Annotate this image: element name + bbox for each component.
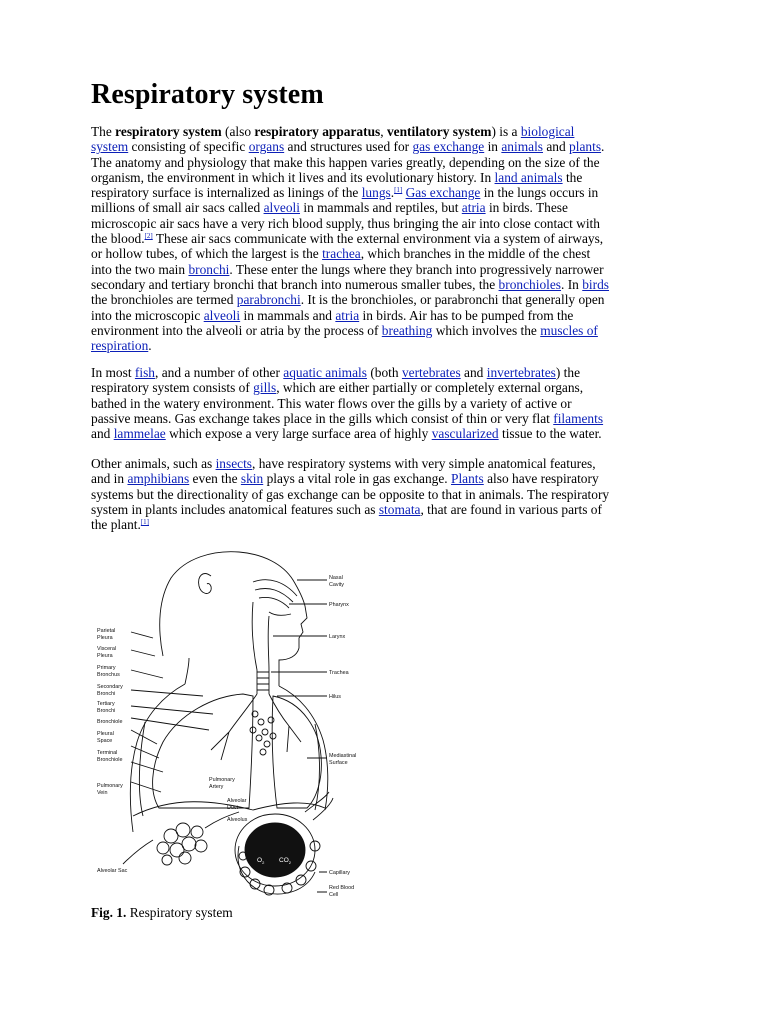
link-vascularized[interactable]: vascularized [431, 426, 499, 442]
link-gas-exchange[interactable]: Gas exchange [405, 185, 481, 201]
link-lammelae[interactable]: lammelae [113, 426, 166, 442]
text: into the microscopic [91, 307, 204, 323]
text: In most [91, 365, 135, 380]
text: , have respiratory systems with very simple anatomical features, [252, 456, 596, 471]
text: secondary and tertiary bronchi that branch into numerous smaller tubes, the [91, 276, 499, 292]
text-line [91, 338, 681, 353]
label-alveolar: Alveolar [227, 798, 247, 804]
text: in birds. Air has to be pumped from the [359, 307, 574, 323]
text-line [91, 456, 681, 471]
link-plants[interactable]: plants [569, 139, 602, 155]
page-title: Respiratory system [91, 79, 324, 110]
link-lungs[interactable]: lungs [361, 185, 391, 201]
text: tissue to the water. [498, 426, 602, 442]
text: The [91, 124, 116, 139]
label-cell: Cell [329, 892, 339, 898]
text: and [91, 426, 114, 442]
text-line [91, 292, 681, 307]
link-atria[interactable]: atria [461, 200, 486, 216]
text-line: microscopic air sacs have a very rich blood supply, thus bringing the air into close contact with [91, 215, 600, 231]
label-capillary: Capillary [329, 870, 350, 876]
link-animals[interactable]: animals [501, 139, 544, 155]
text-line: bathed in the watery environment. This water flows over the gills by a variety of active or [91, 395, 572, 411]
label-vein: Vein [97, 790, 108, 796]
link-gas-exchange[interactable]: gas exchange [412, 139, 485, 155]
label-terminal: Terminal [97, 750, 118, 756]
text: , which branches in the middle of the chest [360, 246, 591, 262]
text: , that are found in various parts of [420, 501, 602, 517]
label-alveolus: Alveolus [227, 817, 248, 823]
label-bronchus: Bronchus [97, 672, 120, 678]
link-parabronchi[interactable]: parabronchi [236, 292, 301, 308]
text: plays a vital role in gas exchange. [263, 471, 451, 487]
text-line [91, 139, 681, 154]
link-biological-system[interactable]: biological [520, 124, 575, 139]
text: and in [91, 471, 128, 487]
text: system in plants includes anatomical features such as [91, 501, 379, 517]
label-hilus: Hilus [329, 694, 341, 700]
link-invertebrates[interactable]: invertebrates [486, 365, 556, 380]
text: Other animals, such as [91, 456, 216, 471]
link-breathing[interactable]: breathing [381, 322, 433, 338]
link-organs[interactable]: organs [248, 139, 285, 155]
label-larynx: Larynx [329, 634, 346, 640]
label-mediastinal: Mediastinal [329, 753, 357, 759]
text: . These enter the lungs where they branch into progressively narrower [229, 261, 604, 277]
citation-ref[interactable]: [2] [144, 232, 153, 241]
link-fish[interactable]: fish [134, 365, 155, 380]
head-outline [160, 552, 307, 686]
link-gills[interactable]: gills [253, 380, 277, 396]
text: organism, the environment in which it lives and its evolutionary history. In [91, 169, 495, 185]
text: ) the [555, 365, 581, 380]
link-amphibians[interactable]: amphibians [127, 471, 190, 487]
text-line [91, 517, 681, 532]
text-line [91, 380, 681, 395]
text-line [91, 411, 681, 426]
text-line [91, 185, 681, 200]
text-line [91, 262, 681, 277]
text: the [562, 169, 583, 185]
left-lung [153, 694, 253, 808]
text: (both [366, 365, 402, 380]
label-artery: Artery [209, 784, 224, 790]
alveolus-closeup [235, 792, 333, 895]
text: or hollow tubes, of which the largest is the [91, 246, 323, 262]
neck-outline [185, 658, 189, 684]
text-line [91, 323, 681, 338]
text: ) is a [491, 124, 521, 139]
link-alveoli[interactable]: alveoli [203, 307, 241, 323]
text: and [460, 365, 487, 380]
link-bronchioles[interactable]: bronchioles [498, 276, 562, 292]
respiratory-diagram [93, 546, 375, 902]
text: in birds. These [485, 200, 568, 216]
text: the bronchioles are termed [91, 292, 237, 308]
text-line [91, 365, 681, 380]
alveolar-sac-cluster [157, 823, 207, 865]
link-muscles-of-respiration[interactable]: respiration [91, 338, 149, 354]
ear [199, 574, 212, 594]
label-duct: Duct [227, 805, 239, 811]
label-alveolar-sac: Alveolar Sac [97, 868, 128, 874]
text-line [91, 246, 681, 261]
text: . [601, 139, 605, 155]
label-pleura-2: Pleura [97, 653, 113, 659]
text-line [91, 426, 681, 441]
label-bronchiole: Bronchiole [97, 719, 123, 725]
citation-ref[interactable]: [1] [394, 186, 403, 195]
label-trachea: Trachea [329, 670, 349, 676]
label-o2: $O_2$ [257, 857, 265, 865]
paragraph-aquatic [91, 365, 681, 441]
label-pleura: Pleura [97, 635, 113, 641]
text: in the lungs occurs in [480, 185, 599, 201]
link-alveoli[interactable]: alveoli [263, 200, 301, 216]
text-line: systems but the directionality of gas exchange can be opposite to that in animals. The respiratory [91, 486, 610, 502]
link-plants[interactable]: Plants [451, 471, 484, 487]
text: . [390, 185, 395, 201]
bold-term: respiratory system [115, 124, 222, 139]
text: environment into the alveoli or atria by the process of [91, 322, 382, 338]
text: in mammals and [240, 307, 336, 323]
link-birds[interactable]: birds [582, 276, 610, 292]
link-land-animals[interactable]: land animals [494, 169, 563, 185]
text-line: The anatomy and physiology that make this happen varies greatly, depending on the size of the [91, 154, 600, 170]
chest-outline [130, 684, 185, 832]
text: even the [189, 471, 241, 487]
text: also have respiratory [483, 471, 599, 487]
label-pulmonary-artery: Pulmonary [209, 777, 235, 783]
text: respiratory system consists of [91, 380, 254, 396]
label-red-blood: Red Blood [329, 885, 355, 891]
text: millions of small air sacs called [91, 200, 264, 216]
label-cavity: Cavity [329, 582, 344, 588]
bold-term: ventilatory system [386, 124, 492, 139]
link-stomata[interactable]: stomata [378, 501, 421, 517]
link-bronchi[interactable]: bronchi [188, 261, 230, 277]
link-insects[interactable]: insects [215, 456, 253, 471]
text: . It is the bronchioles, or parabronchi that generally open [300, 292, 605, 308]
label-pulmonary: Pulmonary [97, 783, 123, 789]
link-vertebrates[interactable]: vertebrates [401, 365, 461, 380]
paragraph-other-animals [91, 456, 681, 532]
text-line [91, 124, 681, 139]
respiratory-system-figure [93, 546, 375, 902]
link-aquatic-animals[interactable]: aquatic animals [283, 365, 367, 380]
text: which involves the [432, 322, 541, 338]
bold-term: respiratory apparatus [254, 124, 381, 139]
label-bronchi-2: Bronchi [97, 708, 116, 714]
paragraph-intro [91, 124, 681, 353]
label-co2: $CO_2$ [279, 857, 291, 865]
text: These air sacs communicate with the external environment via a system of airways, [152, 231, 604, 247]
text-line [91, 231, 681, 246]
label-bronchi: Bronchi [97, 691, 116, 697]
text: respiratory surface is internalized as linings of the [91, 185, 362, 201]
text-line [91, 308, 681, 323]
text: . In [561, 276, 583, 292]
text: and structures used for [284, 139, 413, 155]
text: , [380, 124, 387, 139]
link-trachea[interactable]: trachea [322, 246, 361, 262]
text: in [484, 139, 502, 155]
label-nasal: Nasal [329, 575, 343, 581]
link-filaments[interactable]: filaments [553, 410, 604, 426]
label-secondary: Secondary [97, 684, 123, 690]
text: the plant. [91, 517, 141, 533]
text-line [91, 200, 681, 215]
text-line [91, 471, 681, 486]
text: and [543, 139, 570, 155]
text-line [91, 277, 681, 292]
caption-label: Fig. 1. [91, 905, 127, 920]
citation-ref[interactable]: [1] [140, 518, 150, 527]
label-surface: Surface [329, 760, 348, 766]
text: , which are either partially or completely external organs, [276, 380, 584, 396]
text: into the two main [91, 261, 189, 277]
text: passive means. Gas exchange takes place in the gills which consist of thin or very flat [91, 410, 554, 426]
link-muscles-of-respiration[interactable]: muscles of [540, 322, 598, 338]
label-visceral: Visceral [97, 646, 117, 652]
figure-caption [91, 905, 233, 921]
label-primary: Primary [97, 665, 116, 671]
label-bronchiole-2: Bronchiole [97, 757, 123, 763]
label-pharynx: Pharynx [329, 602, 349, 608]
label-parietal: Parietal [97, 628, 116, 634]
text: the blood. [91, 231, 145, 247]
text: . [148, 338, 152, 354]
text-line [91, 502, 681, 517]
link-biological-system[interactable]: system [91, 139, 129, 155]
text: in mammals and reptiles, but [300, 200, 462, 216]
label-pleural: Pleural [97, 731, 114, 737]
text: , and a number of other [155, 365, 284, 380]
label-space: Space [97, 738, 113, 744]
text-line [91, 170, 681, 185]
text: consisting of specific [128, 139, 249, 155]
text: which expose a very large surface area of highly [165, 426, 432, 442]
label-tertiary: Tertiary [97, 701, 115, 707]
text: (also [221, 124, 255, 139]
caption-text: Respiratory system [126, 905, 233, 920]
link-skin[interactable]: skin [240, 471, 264, 487]
link-atria[interactable]: atria [335, 307, 360, 323]
trachea [252, 602, 269, 694]
